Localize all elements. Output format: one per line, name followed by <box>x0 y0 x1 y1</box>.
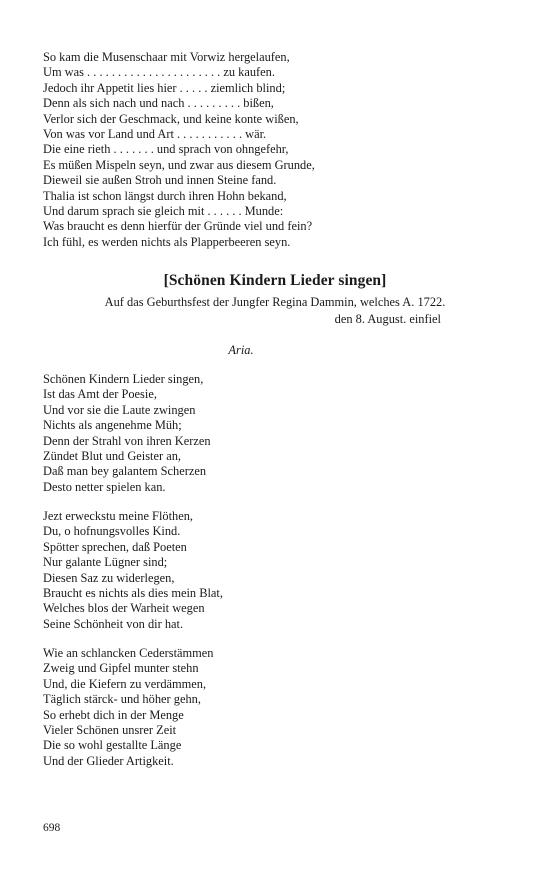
stanza-1 <box>43 372 211 495</box>
stanza-line: Desto netter spielen kan. <box>43 479 166 494</box>
stanza-line: Diesen Saz zu widerlegen, <box>43 570 175 585</box>
stanza-line: Schönen Kindern Lieder singen, <box>43 372 204 386</box>
poem-line: Was braucht es denn hierfür der Gründe viel und fein? <box>43 219 313 234</box>
stanza-line: Und vor sie die Laute zwingen <box>43 402 196 417</box>
stanza-line: Daß man bey galantem Scherzen <box>43 464 207 479</box>
stanza-line: Welches blos der Warheit wegen <box>43 601 205 616</box>
stanza-line: Die so wohl gestallte Länge <box>43 738 182 753</box>
stanza-line: Vieler Schönen unsrer Zeit <box>43 723 177 738</box>
stanza-line: Denn der Strahl von ihren Kerzen <box>43 433 211 448</box>
poem-line: Die eine rieth . . . . . . . und sprach von ohngefehr, <box>43 142 289 157</box>
stanza-line: Zündet Blut und Geister an, <box>43 449 181 464</box>
stanza-line: Du, o hofnungsvolles Kind. <box>43 524 181 539</box>
poem-line: Jedoch ihr Appetit lies hier . . . . . ziemlich blind; <box>43 80 286 95</box>
poem-line: Denn als sich nach und nach . . . . . . . . . bißen, <box>43 96 274 111</box>
stanza-line: Täglich stärck- und höher gehn, <box>43 692 201 707</box>
poem-line: Von was vor Land und Art . . . . . . . . . . . wär. <box>43 127 267 142</box>
stanza-line: Ist das Amt der Poesie, <box>43 387 157 402</box>
stanza-line: Zweig und Gipfel munter stehn <box>43 661 199 676</box>
section-subtitle: Auf das Geburthsfest der Jungfer Regina Dammin, welches A. 1722. <box>104 295 446 309</box>
stanza-line: Jezt erweckstu meine Flöthen, <box>43 509 194 523</box>
poem-line: Verlor sich der Geschmack, und keine konte wißen, <box>43 111 299 126</box>
stanza-line: Nichts als angenehme Müh; <box>43 418 182 433</box>
stanza-line: Nur galante Lügner sind; <box>43 555 168 570</box>
stanza-line: Und der Glieder Artigkeit. <box>43 753 174 768</box>
poem-line: Um was . . . . . . . . . . . . . . . . . . . . . . zu kaufen. <box>43 65 275 80</box>
stanza-line: So erhebt dich in der Menge <box>43 707 184 722</box>
poem-line: So kam die Musenschaar mit Vorwiz hergelaufen, <box>43 50 290 64</box>
poem-line: Ich fühl, es werden nichts als Plapperbeeren seyn. <box>43 234 291 249</box>
section-subtitle-date: den 8. August. einfiel <box>334 312 441 326</box>
opening-poem <box>43 50 315 250</box>
stanza-line: Wie an schlancken Cederstämmen <box>43 646 214 660</box>
aria-heading: Aria. <box>228 343 254 357</box>
section-title: [Schönen Kindern Lieder singen] <box>163 272 387 289</box>
stanza-2 <box>43 509 223 632</box>
page-number: 698 <box>43 822 61 834</box>
poem-line: Es müßen Mispeln seyn, und zwar aus diesem Grunde, <box>43 157 315 172</box>
stanza-line: Seine Schönheit von dir hat. <box>43 616 184 631</box>
stanza-3 <box>43 646 214 769</box>
poem-line: Dieweil sie außen Stroh und innen Steine fand. <box>43 173 277 188</box>
stanza-line: Spötter sprechen, daß Poeten <box>43 539 187 554</box>
poem-line: Und darum sprach sie gleich mit . . . . . . Munde: <box>43 204 284 219</box>
poem-line: Thalia ist schon längst durch ihren Hohn bekand, <box>43 188 287 203</box>
stanza-line: Braucht es nichts als dies mein Blat, <box>43 586 223 601</box>
stanza-line: Und, die Kiefern zu verdämmen, <box>43 676 207 691</box>
